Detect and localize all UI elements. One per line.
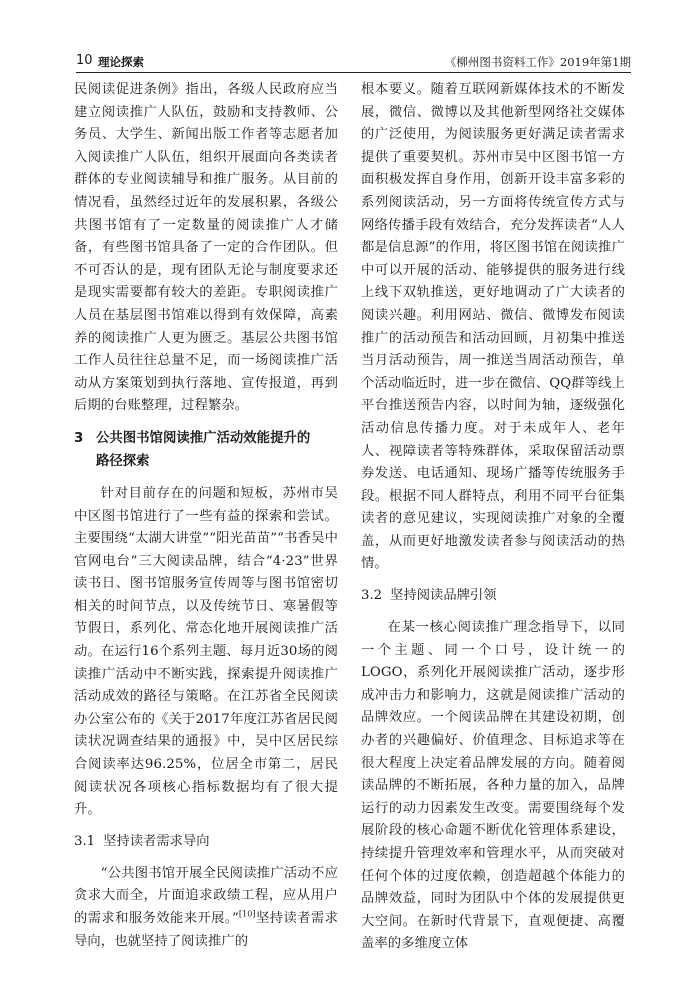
subsection-title: 坚持阅读品牌引领 (390, 588, 497, 604)
paragraph: 在某一核心阅读推广理念指导下，以同一个主题、同一个口号，设计统一的LOGO，系列化开展阅读推广活动，逐步形成冲击力和影响力，这就是阅读推广活动的品牌效应。一个阅读品牌在其建设初期，创办者的兴趣偏好、价值理念、目标追求等在很大程度上决定着品牌发展的方向。随着阅读品牌的不断拓展，各种力量的加入，品牌运行的动力因素发生改变。需要围绕每个发展阶段的核心命题不断优化管理体系建设，持续提升管理效率和管理水平，从而突破对任何个体的过度依赖，创造超越个体能力的品牌效益，同时为团队中个体的发展提供更大空间。在新时代背景下，直观便捷、高覆盖率的多维度立体 (361, 620, 625, 952)
page-header (76, 50, 631, 72)
paragraph: 根本要义。随着互联网新媒体技术的不断发展，微信、微博以及其他新型网络社交媒体的广泛使用，为阅读服务更好满足读者需求提供了重要契机。苏州市吴中区图书馆一方面积极发挥自身作用，创新开设丰富多彩的系列阅读活动，另一方面将传统宣传方式与网络传播手段有效结合，充分发挥读者“人人都是信息源”的作用，将区图书馆在阅读推广中可以开展的活动、能够提供的服务进行线上线下双轨推送，更好地调动了广大读者的阅读兴趣。利用网站、微信、微博发布阅读推广的活动预告和活动回顾，月初集中推送当月活动预告，周一推送当周活动预告，单个活动临近时，进一步在微信、QQ群等线上平台推送预告内容，以时间为轴，逐级强化活动信息传播力度。对于未成年人、老年人、视障读者等特殊群体，采取保留活动票券发送、电话通知、现场广播等传统服务手段。根据不同人群特点，利用不同平台征集读者的意见建议，实现阅读推广对象的全覆盖，从而更好地激发读者参与阅读活动的热情。 (361, 82, 625, 572)
section-number: 3 (74, 430, 84, 446)
page-number: 10 (76, 53, 93, 68)
section-title-line2: 路径探索 (96, 453, 150, 469)
subsection-number: 3.2 (361, 588, 383, 604)
subsection-number: 3.1 (74, 833, 96, 849)
paragraph-continuation: 坚持读者需求导向，也就坚持了阅读推广的 (74, 911, 338, 949)
paragraph: 民阅读促进条例》指出，各级人民政府应当建立阅读推广人队伍，鼓励和支持教师、公务员、大学生、新闻出版工作者等志愿者加入阅读推广人队伍，组织开展面向各类读者群体的专业阅读辅导和推广服务。从目前的情况看，虽然经过近年的发展积累，各级公共图书馆有了一定数量的阅读推广人才储备，有些图书馆具备了一定的合作团队。但不可否认的是，现有团队无论与制度要求还是现实需要都有较大的差距。专职阅读推广人员在基层图书馆难以得到有效保障，高素养的阅读推广人更为匮乏。基层公共图书馆工作人员往往总量不足，而一场阅读推广活动从方案策划到执行落地、宣传报道，再到后期的台账整理，过程繁杂。 (74, 82, 338, 414)
subsection-heading-3-2 (361, 585, 625, 607)
section-heading-3 (74, 427, 338, 473)
header-rule (76, 72, 631, 73)
paragraph: 针对目前存在的问题和短板，苏州市吴中区图书馆进行了一些有益的探索和尝试。主要围绕“太湖大讲堂”“阳光苗苗”“书香吴中官网电台”三大阅读品牌，结合“4·23”世界读书日、图书馆服务宣传周等与图书馆密切相关的时间节点，以及传统节日、寒暑假等节假日，系列化、常态化地开展阅读推广活动。在运行16个系列主题、每月近30场的阅读推广活动中不断实践，探索提升阅读推广活动成效的路径与策略。在江苏省全民阅读办公室公布的《关于2017年度江苏省居民阅读状况调查结果的通报》中，吴中区居民综合阅读率达96.25%，位居全市第二，居民阅读状况各项核心指标数据均有了很大提升。 (74, 485, 338, 818)
section-title-line1: 公共图书馆阅读推广活动效能提升的 (96, 430, 311, 446)
paragraph (74, 863, 338, 953)
citation-ref: [10] (238, 909, 256, 919)
quote-text: “公共图书馆开展全民阅读推广活动不应贪求大而全，片面追求政绩工程，应从用户的需求和服务效能来开展。” (74, 865, 338, 926)
journal-title: 《柳州图书资料工作》2019年第1期 (444, 55, 631, 69)
section-label: 理论探索 (98, 55, 144, 69)
left-column (74, 79, 338, 953)
right-column (361, 79, 625, 956)
subsection-heading-3-1 (74, 831, 338, 853)
subsection-title: 坚持读者需求导向 (103, 833, 210, 849)
